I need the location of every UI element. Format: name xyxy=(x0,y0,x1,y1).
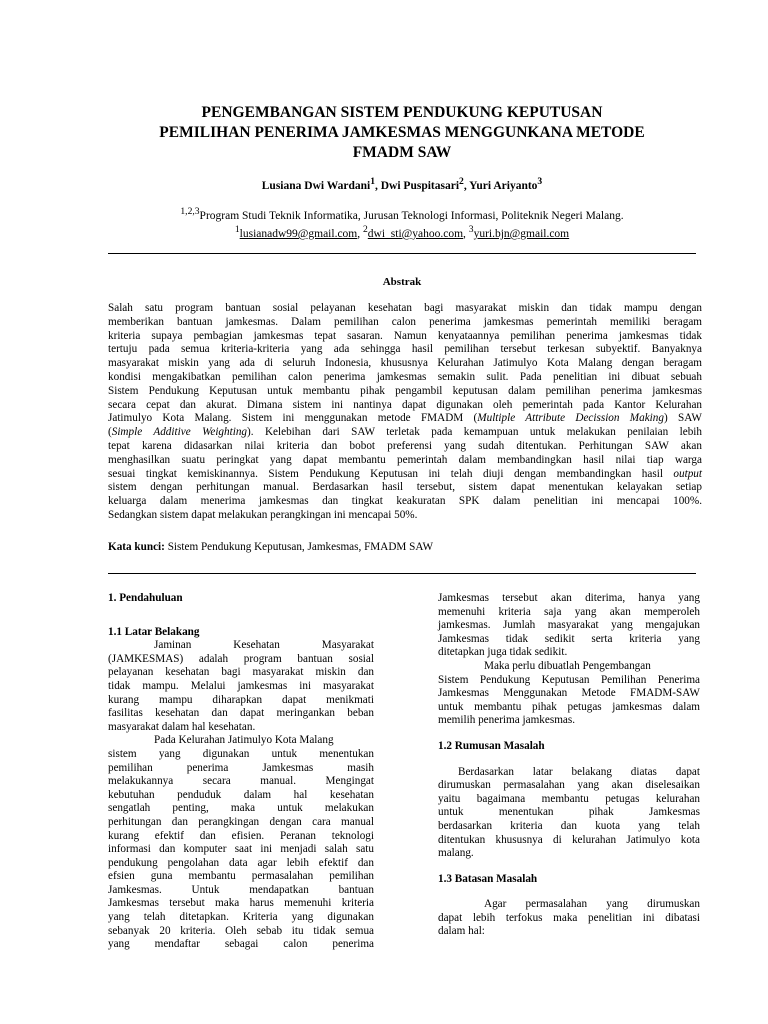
section-heading: 1. Pendahuluan xyxy=(108,592,183,604)
subsection-heading: 1.3 Batasan Masalah xyxy=(438,872,538,885)
body-line: memilih penerima jamkesmas. xyxy=(438,714,576,727)
email-sup: 3 xyxy=(468,223,474,235)
abstract-line: secara cepat dan akurat. Dimana sistem ini nantinya dapat digunakan oleh pemerintah pada Kantor Kelurahan xyxy=(108,398,702,411)
keywords xyxy=(108,541,696,553)
subsection-heading: 1.2 Rumusan Masalah xyxy=(438,739,545,752)
abstract-line: masyarakat miskin yang ada di seluruh Indonesia, khususnya Kelurahan Jatimulyo Kota Malang dengan beragam xyxy=(108,357,702,370)
author-sep: , xyxy=(375,179,381,192)
body-line: Sistem Pendukung Keputusan Pemilihan Penerima xyxy=(438,673,700,686)
body-line: informasi dan komputer saat ini menjadi salah satu xyxy=(108,843,374,856)
body-line: kurang mampu diharapkan dapat menikmati xyxy=(108,693,374,706)
paper-title xyxy=(108,103,696,163)
email-link[interactable]: yuri.bjn@gmail.com xyxy=(473,227,570,240)
body-line: malang. xyxy=(438,847,474,860)
abstract-line: memberikan bantuan jamkesmas. Dalam pemilihan calon penerima jamkesmas pemerintah memiliki beragam xyxy=(108,315,702,328)
author-sup: 3 xyxy=(537,176,543,187)
email-link[interactable]: dwi_sti@yahoo.com xyxy=(367,227,464,240)
abstract-italic: Multiple Attribute Decission Making xyxy=(477,412,664,425)
body-line: yang telah ditetapkan. Kriteria yang digunakan xyxy=(108,911,374,924)
abstract-line xyxy=(108,426,702,440)
affiliation-sup: 1,2,3 xyxy=(180,206,200,217)
title-line: FMADM SAW xyxy=(352,144,452,161)
abstract-line: kriteria supaya pembagian jamkesmas tepat sasaran. Namun kenyataannya pemilihan penerima jamkesmas tidak xyxy=(108,329,702,342)
abstract-line: tepat karena didasarkan nilai kriteria dan bobot preferensi yang sudah ditentukan. Perhitungan SAW akan xyxy=(108,439,702,452)
body-line: pemilihan penerima Jamkesmas masih xyxy=(108,761,374,774)
body-line: melakukannya secara manual. Mengingat xyxy=(108,775,374,788)
abstract-line: keluarga dalam menerima jamkesmas dan tingkat keakuratan SPK dalam penelitian ini mencapai 100%. xyxy=(108,495,702,508)
body-line: Jamkesmas tidak sedikit serta kriteria yang xyxy=(438,632,700,645)
body-line: Pada Kelurahan Jatimulyo Kota Malang xyxy=(154,734,334,747)
right-column xyxy=(438,592,700,939)
author-list xyxy=(108,176,696,192)
body-line: untuk menentukan pihak Jamkesmas xyxy=(438,806,700,819)
abstract-heading: Abstrak xyxy=(382,276,422,288)
email-sup: 2 xyxy=(363,223,368,235)
body-line: masyarakat dalam hal kesehatan. xyxy=(108,720,256,733)
body-line: Agar permasalahan yang dirumuskan xyxy=(484,898,700,911)
author-sep: , xyxy=(463,179,470,192)
affiliation-text: Program Studi Teknik Informatika, Jurusan Teknologi Informasi, Politeknik Negeri Malang. xyxy=(199,209,624,222)
abstract-line: Salah satu program bantuan sosial pelayanan kesehatan bagi masyarakat miskin dan tidak mampu dengan xyxy=(108,302,702,314)
author-name: Yuri Ariyanto xyxy=(469,179,538,192)
abstract-text: sesuai tingkat kemiskinannya. Sistem Pendukung Keputusan ini telah diuji dengan membandingkan hasil xyxy=(108,467,674,480)
left-column xyxy=(108,592,374,952)
subsection-heading: 1.1 Latar Belakang xyxy=(108,625,200,638)
author-sup: 1 xyxy=(370,176,375,187)
abstract-line: Sistem Pendukung Keputusan untuk membantu pihak pengambil keputusan dalam pemilihan penerima jamkesmas xyxy=(108,384,702,397)
body-line: Berdasarkan latar belakang diatas dapat xyxy=(458,765,700,778)
abstract-text: ( xyxy=(108,426,112,439)
email-sep: , xyxy=(357,227,363,240)
keywords-text: Sistem Pendukung Keputusan, Jamkesmas, FMADM SAW xyxy=(164,541,434,553)
body-line: Jamkesmas tersebut maka harus memenuhi kriteria xyxy=(108,897,374,910)
abstract-line: sistem dengan perhitungan manual. Berdasarkan hasil tersebut, sistem dapat menentukan kelayakan setiap xyxy=(108,481,702,494)
affiliation xyxy=(108,205,696,241)
abstract-line: kondisi mengakibatkan pemilihan calon penerima jamkesmas semakin sulit. Pada penelitian ini dibuat sebuah xyxy=(108,370,702,383)
body-line: dapat lebih terfokus maka penelitian ini dibatasi xyxy=(438,911,700,924)
body-line: dirumuskan permasalahan yang akan diselesaikan xyxy=(438,779,700,792)
body-line: tidak mampu. Melalui jamkesmas ini masyarakat xyxy=(108,679,374,692)
body-line: pelayanan kesehatan bagi masyarakat miskin dan xyxy=(108,666,374,679)
email-sep: , xyxy=(463,227,469,240)
email-line xyxy=(108,223,696,241)
keywords-label: Kata kunci: xyxy=(108,541,165,553)
body-line: sebanyak 20 kriteria. Oleh sebab itu tidak semua xyxy=(108,924,374,937)
body-line: Maka perlu dibuatlah Pengembangan xyxy=(484,659,651,672)
body-line: sengatlah penting, maka untuk melakukan xyxy=(108,802,374,815)
body-line: perhitungan dan perangkingan dengan cara manual xyxy=(108,815,374,828)
title-line: PEMILIHAN PENERIMA JAMKESMAS MENGGUNKANA METODE xyxy=(159,124,645,141)
body-line: yaitu bagaimana membantu petugas kelurahan xyxy=(438,792,700,805)
abstract-italic: output xyxy=(673,467,702,480)
body-line: dalam hal: xyxy=(438,925,485,938)
abstract-body xyxy=(108,302,702,523)
abstract-line: tertuju pada semua kriteria-kriteria yang ada sehingga hasil pemilihan tersebut terkesan subyektif. Banyaknya xyxy=(108,343,702,356)
abstract-text: Jatimulyo Kota Malang. Sistem ini menggunakan metode FMADM ( xyxy=(108,412,478,425)
body-line: fasilitas kesehatan dan dapat meringankan beban xyxy=(108,707,374,720)
body-line: untuk membantu pihak petugas jamkesmas dalam xyxy=(438,700,700,713)
author-name: Lusiana Dwi Wardani xyxy=(261,179,371,192)
divider-top xyxy=(108,253,696,254)
body-line: jamkesmas. Jumlah masyarakat yang mengajukan xyxy=(438,619,700,632)
abstract-line: menghasilkan suatu peringkat yang dapat membantu pemerintah dalam membandingkan hasil nilai tiap warga xyxy=(108,453,702,466)
body-line: efsien guna membantu permasalahan pemilihan xyxy=(108,870,374,883)
abstract-text: ) SAW xyxy=(663,412,702,425)
abstract-line: Sedangkan sistem dapat melakukan perangkingan ini mencapai 50%. xyxy=(108,508,418,521)
abstract-line xyxy=(108,468,702,482)
body-line: ditentukan khususnya di kelurahan Jatimulyo kota xyxy=(438,833,700,846)
body-line: berdasarkan kriteria dan kuota yang telah xyxy=(438,819,700,832)
body-line: memenuhi kriteria saja yang akan memperoleh xyxy=(438,605,700,618)
abstract-line xyxy=(108,412,702,426)
body-line: sistem yang digunakan untuk menentukan xyxy=(108,747,374,760)
body-line: Jamkesmas Menggunakan Metode FMADM-SAW xyxy=(438,687,700,700)
body-line: pendukung pengolahan data agar lebih efektif dan xyxy=(108,856,374,869)
email-sup: 1 xyxy=(234,223,240,235)
title-line: PENGEMBANGAN SISTEM PENDUKUNG KEPUTUSAN xyxy=(201,104,603,121)
abstract-text: ). Kelebihan dari SAW terletak pada kemampuan untuk melakukan penilaian lebih xyxy=(247,426,702,439)
body-line: Jamkesmas tersebut akan diterima, hanya yang xyxy=(438,592,700,604)
abstract-italic: Simple Additive Weighting xyxy=(111,426,248,439)
author-name: Dwi Puspitasari xyxy=(380,179,460,192)
body-line: Jamkesmas. Untuk mendapatkan bantuan xyxy=(108,883,374,896)
email-link[interactable]: lusianadw99@gmail.com xyxy=(239,227,358,240)
body-line: kurang efektif dan efisien. Peranan teknologi xyxy=(108,829,374,842)
body-line: (JAMKESMAS) adalah program bantuan sosial xyxy=(108,652,374,665)
affiliation-line xyxy=(108,205,696,223)
author-sup: 2 xyxy=(459,176,464,187)
body-line: yang mendaftar sebagai calon penerima xyxy=(108,938,374,951)
divider-bottom xyxy=(108,573,696,574)
body-line: Jaminan Kesehatan Masyarakat xyxy=(154,639,374,652)
body-line: kebutuhan penduduk dalam hal kesehatan xyxy=(108,788,374,801)
body-line: ditetapkan juga tidak sedikit. xyxy=(438,646,568,659)
